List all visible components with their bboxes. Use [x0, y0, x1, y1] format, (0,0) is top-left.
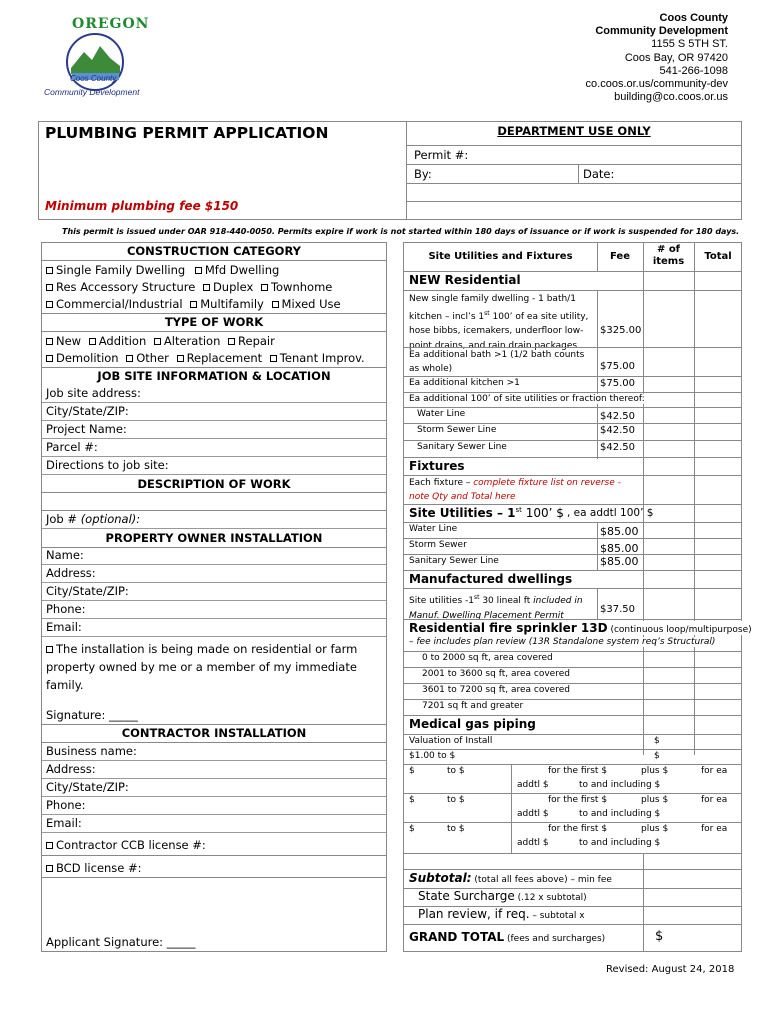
townhome-checkbox[interactable] [261, 284, 268, 291]
contractor-city-field[interactable]: City/State/ZIP: [42, 779, 386, 797]
replacement-checkbox[interactable] [177, 355, 184, 362]
fire-sprinkler-heading: Residential fire sprinkler 13D (continuous loop/multipurpose) [409, 621, 752, 635]
su-water-fee: $85.00 [600, 525, 639, 538]
owner-city-field[interactable]: City/State/ZIP: [42, 583, 386, 601]
bcd-license-field[interactable]: BCD license #: [46, 861, 142, 875]
new-checkbox[interactable] [46, 338, 53, 345]
sanitary-line-desc: Sanitary Sewer Line [417, 442, 507, 452]
demolition-checkbox[interactable] [46, 355, 53, 362]
owner-statement-checkbox[interactable] [46, 646, 53, 653]
job-site-heading: JOB SITE INFORMATION & LOCATION [97, 369, 331, 383]
org-website[interactable]: co.coos.or.us/community-dev [585, 78, 728, 91]
directions-field[interactable]: Directions to job site: [42, 457, 386, 475]
storm-line-fee: $42.50 [600, 425, 635, 436]
logo-text-county: Coos County [70, 74, 117, 83]
col-total: Total [704, 251, 732, 262]
other-checkbox[interactable] [126, 355, 133, 362]
min-fee: Minimum plumbing fee $150 [45, 199, 239, 213]
res-accessory-checkbox[interactable] [46, 284, 53, 291]
add-bath-desc: Ea additional bath >1 (1/2 bath counts as whole) [409, 350, 585, 374]
logo [44, 18, 154, 100]
revised-date: Revised: August 24, 2018 [606, 964, 735, 975]
storm-line-desc: Storm Sewer Line [417, 425, 497, 435]
type-row-1: New Addition Alteration Repair [46, 334, 275, 348]
project-name-field[interactable]: Project Name: [42, 421, 386, 439]
owner-email-field[interactable]: Email: [42, 619, 386, 637]
fire-range-4: 7201 sq ft and greater [422, 701, 524, 711]
sanitary-line-fee: $42.50 [600, 442, 635, 453]
manufactured-desc: Site utilities -1st 30 lineal ft included in Manuf. Dwelling Placement Permit [409, 594, 583, 621]
manufactured-fee: $37.50 [600, 604, 635, 615]
org-email[interactable]: building@co.coos.or.us [614, 91, 728, 104]
fire-sprinkler-note: – fee includes plan review (13R Standalone system req’s Structural) [409, 637, 716, 647]
add-kitchen-fee: $75.00 [600, 378, 635, 389]
new-residential-desc: New single family dwelling - 1 bath/1 kitchen – incl’s 1st 100’ of ea site utility, hose bibbs, icemakers, underfloor low- point drains, and rain drain packages [409, 294, 589, 351]
owner-phone-field[interactable]: Phone: [42, 601, 386, 619]
org-name: Coos County [659, 12, 728, 24]
mixed-use-checkbox[interactable] [272, 301, 279, 308]
su-water-desc: Water Line [409, 524, 458, 534]
repair-checkbox[interactable] [228, 338, 235, 345]
job-address-field[interactable]: Job site address: [42, 385, 386, 403]
owner-name-field[interactable]: Name: [42, 547, 386, 565]
commercial-checkbox[interactable] [46, 301, 53, 308]
water-line-fee: $42.50 [600, 411, 635, 422]
contractor-address-field[interactable]: Address: [42, 761, 386, 779]
ccb-checkbox[interactable] [46, 842, 53, 849]
owner-address-field[interactable]: Address: [42, 565, 386, 583]
site-utilities-addtl: , ea addtl 100’ $ [567, 507, 654, 519]
category-row-3: Commercial/Industrial Multifamily Mixed Use [46, 297, 341, 311]
description-heading: DESCRIPTION OF WORK [137, 477, 291, 491]
job-city-field[interactable]: City/State/ZIP: [42, 403, 386, 421]
category-row-2: Res Accessory Structure Duplex Townhome [46, 280, 332, 294]
subtotal-row: Subtotal: (total all fees above) – min fee [409, 871, 612, 885]
med-tier-2: $ to $ for the first $ plus $ for ea addtl $ to and including $ [409, 795, 728, 819]
tenant-improv-checkbox[interactable] [270, 355, 277, 362]
applicant-signature-field[interactable]: Applicant Signature: _____ [46, 935, 196, 949]
ccb-license-field[interactable]: Contractor CCB license #: [46, 838, 206, 852]
date-field[interactable]: Date: [583, 167, 615, 181]
su-storm-fee: $85.00 [600, 542, 639, 555]
su-sanitary-desc: Sanitary Sewer Line [409, 556, 499, 566]
owner-signature-field[interactable]: Signature: _____ [46, 708, 138, 722]
owner-statement: The installation is being made on residential or farm property owned by me or a member of my immediate family. [46, 642, 358, 692]
fire-range-1: 0 to 2000 sq ft, area covered [422, 653, 553, 663]
site-utilities-heading: Site Utilities – 1st 100’ $ [409, 506, 564, 520]
fire-range-3: 3601 to 7200 sq ft, area covered [422, 685, 570, 695]
alteration-checkbox[interactable] [154, 338, 161, 345]
col-num-items: # of items [652, 244, 685, 267]
med-valuation-dollar: $ [654, 736, 660, 746]
med-valuation: Valuation of Install [409, 736, 493, 746]
business-name-field[interactable]: Business name: [42, 743, 386, 761]
owner-installation-heading: PROPERTY OWNER INSTALLATION [105, 531, 323, 545]
col-site-utilities: Site Utilities and Fixtures [428, 251, 573, 262]
add-bath-fee: $75.00 [600, 361, 635, 372]
add-kitchen-desc: Ea additional kitchen >1 [409, 378, 520, 388]
additional-100-desc: Ea additional 100’ of site utilities or fraction thereof: [409, 394, 645, 404]
col-fee: Fee [610, 251, 630, 262]
duplex-checkbox[interactable] [203, 284, 210, 291]
grand-total-row: GRAND TOTAL (fees and surcharges) [409, 930, 606, 944]
plan-review-row: Plan review, if req. – subtotal x [418, 907, 585, 921]
org-dept: Community Development [595, 25, 728, 38]
contractor-installation-heading: CONTRACTOR INSTALLATION [121, 726, 307, 740]
by-field[interactable]: By: [414, 167, 432, 181]
grand-total-dollar[interactable]: $ [655, 929, 664, 944]
category-row-1: Single Family Dwelling Mfd Dwelling [46, 263, 279, 277]
construction-category-heading: CONSTRUCTION CATEGORY [126, 244, 302, 258]
single-family-checkbox[interactable] [46, 267, 53, 274]
org-phone: 541-266-1098 [659, 64, 728, 77]
med-range-1: $1.00 to $ [409, 751, 456, 761]
medical-gas-heading: Medical gas piping [409, 717, 536, 731]
logo-text-dept: Community Development [44, 87, 140, 97]
state-surcharge-row: State Surcharge (.12 x subtotal) [418, 889, 587, 903]
page-title: PLUMBING PERMIT APPLICATION [45, 124, 329, 142]
multifamily-checkbox[interactable] [190, 301, 197, 308]
su-sanitary-fee: $85.00 [600, 555, 639, 568]
dept-use-heading: DEPARTMENT USE ONLY [497, 124, 651, 138]
med-tier-1: $ to $ for the first $ plus $ for ea addtl $ to and including $ [409, 766, 728, 790]
addition-checkbox[interactable] [89, 338, 96, 345]
type-of-work-heading: TYPE OF WORK [164, 315, 264, 329]
org-address-block [586, 12, 728, 104]
water-line-desc: Water Line [417, 409, 466, 419]
fixtures-heading: Fixtures [409, 459, 465, 473]
bcd-checkbox[interactable] [46, 865, 53, 872]
manufactured-heading: Manufactured dwellings [409, 572, 573, 586]
new-residential-heading: NEW Residential [409, 273, 521, 287]
med-tier-3: $ to $ for the first $ plus $ for ea addtl $ to and including $ [409, 824, 728, 848]
parcel-field[interactable]: Parcel #: [42, 439, 386, 457]
org-street: 1155 S 5TH ST. [651, 38, 728, 51]
permit-number-field[interactable]: Permit #: [414, 148, 469, 162]
logo-text-oregon: OREGON [72, 16, 150, 32]
org-city: Coos Bay, OR 97420 [624, 51, 728, 64]
type-row-2: Demolition Other Replacement Tenant Improv. [46, 351, 365, 365]
fixtures-desc: Each fixture – complete fixture list on reverse - note Qty and Total here [409, 478, 621, 502]
contractor-phone-field[interactable]: Phone: [42, 797, 386, 815]
med-range-1-dollar: $ [654, 751, 660, 761]
su-storm-desc: Storm Sewer [409, 540, 467, 550]
contractor-email-field[interactable]: Email: [42, 815, 386, 833]
mfd-dwelling-checkbox[interactable] [195, 267, 202, 274]
job-number-field[interactable]: Job # (optional): [42, 511, 386, 529]
fire-range-2: 2001 to 3600 sq ft, area covered [422, 669, 570, 679]
permit-notice: This permit is issued under OAR 918-440-0050. Permits expire if work is not started within 180 days of issuance or if work is suspended for 180 days. [62, 227, 740, 236]
new-residential-fee: $325.00 [600, 325, 642, 336]
